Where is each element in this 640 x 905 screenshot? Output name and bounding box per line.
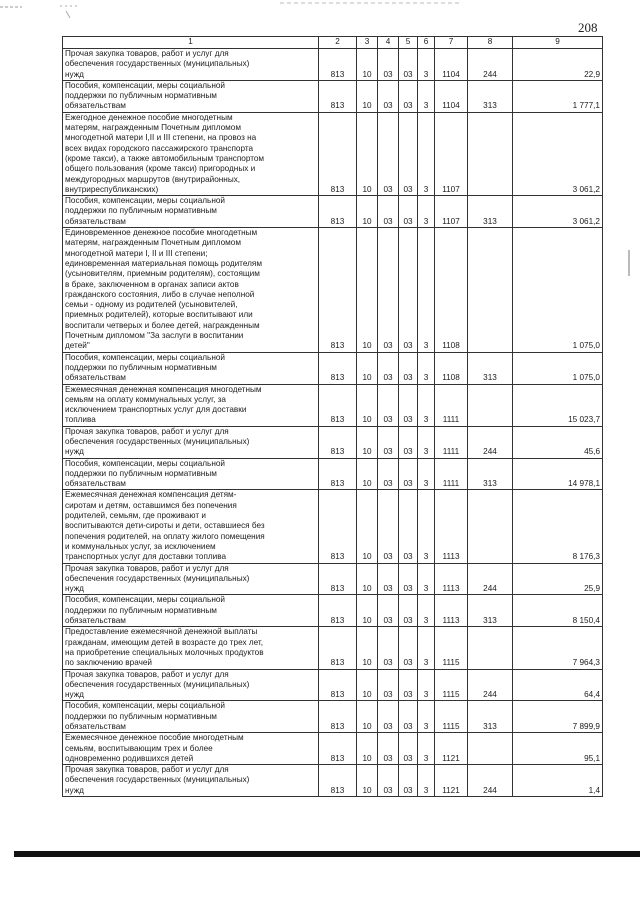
cell-expense-type — [468, 490, 513, 563]
cell-subprogram: 3 — [418, 490, 435, 563]
cell-admin-code: 813 — [319, 49, 357, 81]
table-row — [63, 384, 603, 426]
cell-subprogram: 3 — [418, 701, 435, 733]
cell-section: 10 — [357, 49, 378, 81]
cell-admin-code: 813 — [319, 733, 357, 765]
cell-section: 10 — [357, 80, 378, 112]
column-header: 3 — [357, 37, 378, 49]
scan-side-mark — [628, 250, 630, 276]
table-row — [63, 701, 603, 733]
cell-expense-type: 313 — [468, 80, 513, 112]
cell-subsection: 03 — [378, 384, 399, 426]
cell-amount: 7 964,3 — [513, 627, 603, 669]
row-description: Пособия, компенсации, меры социальной поддержки по публичным нормативным обязательствам — [63, 595, 319, 627]
row-description: Пособия, компенсации, меры социальной поддержки по публичным нормативным обязательствам — [63, 701, 319, 733]
column-header: 8 — [468, 37, 513, 49]
cell-section: 10 — [357, 426, 378, 458]
scan-header-marks — [0, 0, 640, 24]
cell-admin-code: 813 — [319, 701, 357, 733]
cell-amount: 7 899,9 — [513, 701, 603, 733]
row-description: Прочая закупка товаров, работ и услуг для обеспечения государственных (муниципальных) нужд — [63, 765, 319, 797]
column-header: 2 — [319, 37, 357, 49]
cell-subprogram: 3 — [418, 352, 435, 384]
cell-subsection: 03 — [378, 595, 399, 627]
column-header: 7 — [435, 37, 468, 49]
cell-admin-code: 813 — [319, 563, 357, 595]
cell-program: 03 — [399, 563, 418, 595]
cell-amount: 8 176,3 — [513, 490, 603, 563]
cell-expense-type — [468, 627, 513, 669]
table-row — [63, 563, 603, 595]
column-header: 1 — [63, 37, 319, 49]
table-row — [63, 196, 603, 228]
cell-section: 10 — [357, 627, 378, 669]
table-row — [63, 49, 603, 81]
cell-program: 03 — [399, 352, 418, 384]
cell-admin-code: 813 — [319, 384, 357, 426]
cell-program: 03 — [399, 669, 418, 701]
budget-table — [62, 36, 603, 797]
cell-program: 03 — [399, 701, 418, 733]
cell-expense-type: 244 — [468, 669, 513, 701]
cell-section: 10 — [357, 458, 378, 490]
cell-subsection: 03 — [378, 352, 399, 384]
row-description: Ежемесячная денежная компенсация детям- сиротам и детям, оставшимся без попечения родителей, семьям, где проживают и воспитываются дети-сироты и дети, оставшиеся без попечения родителей, на оплату жилого помещения и коммунальных услуг, за исключением транспортных услуг для доставки топлива — [63, 490, 319, 563]
cell-subprogram: 3 — [418, 112, 435, 195]
page-number: 208 — [578, 20, 598, 35]
cell-expense-type — [468, 228, 513, 353]
cell-admin-code: 813 — [319, 595, 357, 627]
cell-target-code: 1107 — [435, 112, 468, 195]
cell-expense-type: 244 — [468, 49, 513, 81]
column-header: 6 — [418, 37, 435, 49]
row-description: Ежемесячная денежная компенсация многодетным семьям на оплату коммунальных услуг, за исключением транспортных услуг для доставки топлива — [63, 384, 319, 426]
cell-target-code: 1108 — [435, 228, 468, 353]
cell-subsection: 03 — [378, 733, 399, 765]
cell-expense-type: 313 — [468, 458, 513, 490]
cell-expense-type: 244 — [468, 563, 513, 595]
cell-amount: 1 075,0 — [513, 352, 603, 384]
cell-expense-type: 313 — [468, 595, 513, 627]
row-description: Предоставление ежемесячной денежной выплаты гражданам, имеющим детей в возрасте до трех лет, на приобретение специальных молочных продуктов по заключению врачей — [63, 627, 319, 669]
cell-amount: 1 777,1 — [513, 80, 603, 112]
cell-target-code: 1111 — [435, 384, 468, 426]
table-row — [63, 228, 603, 353]
cell-section: 10 — [357, 112, 378, 195]
cell-program: 03 — [399, 426, 418, 458]
cell-program: 03 — [399, 80, 418, 112]
cell-subsection: 03 — [378, 627, 399, 669]
column-header: 5 — [399, 37, 418, 49]
table-row — [63, 352, 603, 384]
cell-amount: 14 978,1 — [513, 458, 603, 490]
cell-admin-code: 813 — [319, 80, 357, 112]
cell-amount: 3 061,2 — [513, 112, 603, 195]
cell-section: 10 — [357, 595, 378, 627]
cell-amount: 1 075,0 — [513, 228, 603, 353]
cell-section: 10 — [357, 228, 378, 353]
cell-subprogram: 3 — [418, 733, 435, 765]
cell-program: 03 — [399, 765, 418, 797]
cell-expense-type: 244 — [468, 426, 513, 458]
table-row — [63, 80, 603, 112]
cell-amount: 64,4 — [513, 669, 603, 701]
cell-target-code: 1121 — [435, 765, 468, 797]
cell-admin-code: 813 — [319, 490, 357, 563]
cell-amount: 45,6 — [513, 426, 603, 458]
cell-admin-code: 813 — [319, 426, 357, 458]
table-row — [63, 627, 603, 669]
cell-section: 10 — [357, 563, 378, 595]
cell-section: 10 — [357, 384, 378, 426]
table-body — [63, 49, 603, 797]
cell-subsection: 03 — [378, 426, 399, 458]
cell-target-code: 1104 — [435, 49, 468, 81]
cell-expense-type: 244 — [468, 765, 513, 797]
table-row — [63, 733, 603, 765]
cell-subsection: 03 — [378, 112, 399, 195]
cell-amount: 95,1 — [513, 733, 603, 765]
cell-target-code: 1111 — [435, 426, 468, 458]
cell-program: 03 — [399, 384, 418, 426]
cell-subsection: 03 — [378, 228, 399, 353]
cell-admin-code: 813 — [319, 669, 357, 701]
cell-section: 10 — [357, 765, 378, 797]
column-header: 4 — [378, 37, 399, 49]
cell-subsection: 03 — [378, 80, 399, 112]
row-description: Пособия, компенсации, меры социальной поддержки по публичным нормативным обязательствам — [63, 352, 319, 384]
table-row — [63, 490, 603, 563]
cell-target-code: 1113 — [435, 563, 468, 595]
cell-section: 10 — [357, 701, 378, 733]
cell-subsection: 03 — [378, 765, 399, 797]
scan-bottom-border — [14, 851, 640, 857]
row-description: Ежемесячное денежное пособие многодетным семьям, воспитывающим трех и более одновременно родившихся детей — [63, 733, 319, 765]
cell-subprogram: 3 — [418, 765, 435, 797]
cell-subsection: 03 — [378, 458, 399, 490]
cell-section: 10 — [357, 733, 378, 765]
table-row — [63, 458, 603, 490]
cell-program: 03 — [399, 490, 418, 563]
cell-program: 03 — [399, 196, 418, 228]
cell-admin-code: 813 — [319, 352, 357, 384]
cell-subprogram: 3 — [418, 49, 435, 81]
cell-program: 03 — [399, 627, 418, 669]
cell-program: 03 — [399, 112, 418, 195]
cell-target-code: 1107 — [435, 196, 468, 228]
cell-admin-code: 813 — [319, 627, 357, 669]
cell-program: 03 — [399, 733, 418, 765]
cell-target-code: 1115 — [435, 669, 468, 701]
cell-target-code: 1121 — [435, 733, 468, 765]
cell-subprogram: 3 — [418, 458, 435, 490]
cell-section: 10 — [357, 196, 378, 228]
row-description: Прочая закупка товаров, работ и услуг для обеспечения государственных (муниципальных) нужд — [63, 426, 319, 458]
cell-target-code: 1115 — [435, 701, 468, 733]
cell-subsection: 03 — [378, 669, 399, 701]
cell-admin-code: 813 — [319, 196, 357, 228]
cell-admin-code: 813 — [319, 765, 357, 797]
cell-target-code: 1113 — [435, 595, 468, 627]
table-row — [63, 765, 603, 797]
cell-admin-code: 813 — [319, 228, 357, 353]
cell-program: 03 — [399, 228, 418, 353]
cell-expense-type — [468, 733, 513, 765]
cell-subsection: 03 — [378, 490, 399, 563]
cell-amount: 15 023,7 — [513, 384, 603, 426]
table-row — [63, 426, 603, 458]
cell-target-code: 1113 — [435, 490, 468, 563]
cell-amount: 3 061,2 — [513, 196, 603, 228]
cell-target-code: 1104 — [435, 80, 468, 112]
cell-target-code: 1111 — [435, 458, 468, 490]
row-description: Пособия, компенсации, меры социальной поддержки по публичным нормативным обязательствам — [63, 458, 319, 490]
cell-expense-type: 313 — [468, 701, 513, 733]
cell-subprogram: 3 — [418, 80, 435, 112]
table-row — [63, 669, 603, 701]
row-description: Пособия, компенсации, меры социальной поддержки по публичным нормативным обязательствам — [63, 196, 319, 228]
cell-expense-type: 313 — [468, 352, 513, 384]
cell-admin-code: 813 — [319, 458, 357, 490]
cell-subprogram: 3 — [418, 384, 435, 426]
cell-subsection: 03 — [378, 701, 399, 733]
cell-program: 03 — [399, 595, 418, 627]
cell-section: 10 — [357, 352, 378, 384]
cell-subprogram: 3 — [418, 595, 435, 627]
column-header: 9 — [513, 37, 603, 49]
cell-target-code: 1115 — [435, 627, 468, 669]
row-description: Пособия, компенсации, меры социальной поддержки по публичным нормативным обязательствам — [63, 80, 319, 112]
cell-expense-type: 313 — [468, 196, 513, 228]
row-description: Ежегодное денежное пособие многодетным матерям, награжденным Почетным дипломом многодетной матери I,II и III степени, на провоз на всех видах городского пассажирского транспорта (кроме такси), а также автомобильным транспортом общего пользования (кроме такси) пригородных и междугородных маршрутов (внутрирайонных, внутриреспубликанских) — [63, 112, 319, 195]
cell-admin-code: 813 — [319, 112, 357, 195]
cell-section: 10 — [357, 490, 378, 563]
cell-program: 03 — [399, 49, 418, 81]
cell-subsection: 03 — [378, 563, 399, 595]
cell-subsection: 03 — [378, 196, 399, 228]
cell-subprogram: 3 — [418, 426, 435, 458]
table-row — [63, 112, 603, 195]
cell-section: 10 — [357, 669, 378, 701]
cell-target-code: 1108 — [435, 352, 468, 384]
cell-amount: 25,9 — [513, 563, 603, 595]
cell-amount: 22,9 — [513, 49, 603, 81]
cell-subsection: 03 — [378, 49, 399, 81]
cell-amount: 8 150,4 — [513, 595, 603, 627]
row-description: Прочая закупка товаров, работ и услуг для обеспечения государственных (муниципальных) нужд — [63, 563, 319, 595]
cell-program: 03 — [399, 458, 418, 490]
cell-expense-type — [468, 112, 513, 195]
row-description: Единовременное денежное пособие многодетным матерям, награжденным Почетным дипломом многодетной матери I, II и III степени; единовременная материальная помощь родителям (усыновителям, приемным родителям), состоящим в браке, заключенном в органах записи актов гражданского состояния, либо в случае неполной семьи - одному из родителей (усыновителей, приемных родителей), которые воспитывают или воспитали четверых и более детей, награжденным Почетным дипломом "За заслуги в воспитании детей" — [63, 228, 319, 353]
cell-subprogram: 3 — [418, 563, 435, 595]
cell-subprogram: 3 — [418, 669, 435, 701]
table-row — [63, 595, 603, 627]
cell-amount: 1,4 — [513, 765, 603, 797]
header-row — [63, 37, 603, 49]
cell-subprogram: 3 — [418, 196, 435, 228]
row-description: Прочая закупка товаров, работ и услуг для обеспечения государственных (муниципальных) нужд — [63, 669, 319, 701]
cell-subprogram: 3 — [418, 627, 435, 669]
cell-expense-type — [468, 384, 513, 426]
row-description: Прочая закупка товаров, работ и услуг для обеспечения государственных (муниципальных) нужд — [63, 49, 319, 81]
cell-subprogram: 3 — [418, 228, 435, 353]
